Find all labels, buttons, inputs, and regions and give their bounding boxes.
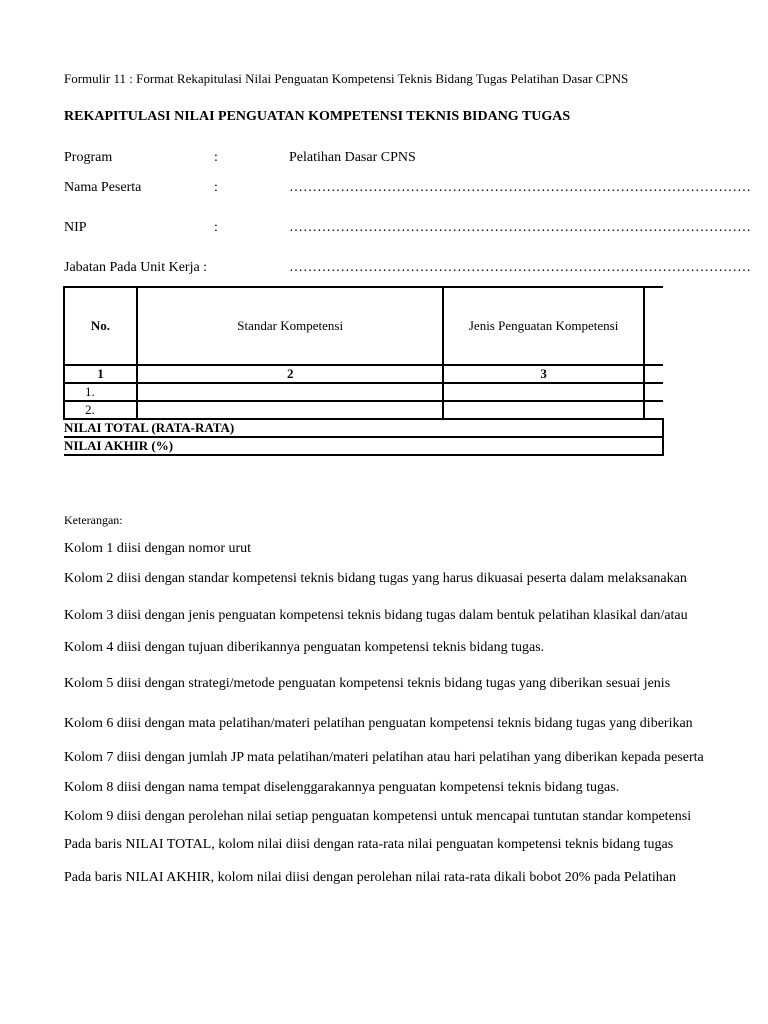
header-jenis-penguatan: Jenis Penguatan Kompetensi [443, 287, 643, 365]
field-nama-value: ……………………………………………………………………………………… [289, 180, 751, 195]
field-nip-label: NIP [64, 220, 87, 235]
rekap-table [63, 286, 664, 456]
formulir-caption: Formulir 11 : Format Rekapitulasi Nilai Penguatan Kompetensi Teknis Bidang Tugas Pelatihan Dasar CPNS [64, 71, 629, 86]
row-jenis-cell [443, 383, 643, 401]
header-no: No. [64, 287, 137, 365]
field-jabatan-value: ……………………………………………………………………………………… [289, 260, 751, 275]
col-number-2: 2 [137, 365, 443, 383]
keterangan-item: Kolom 2 diisi dengan standar kompetensi teknis bidang tugas yang harus dikuasai peserta dalam melaksanakan [64, 571, 687, 586]
total-label: NILAI TOTAL (RATA-RATA) [64, 419, 663, 437]
keterangan-heading: Keterangan: [64, 513, 123, 527]
column-number-row [64, 365, 663, 383]
header-standar-kompetensi: Standar Kompetensi [137, 287, 443, 365]
row-standar-cell [137, 383, 443, 401]
field-nama-colon: : [214, 180, 218, 195]
keterangan-item: Kolom 6 diisi dengan mata pelatihan/materi pelatihan penguatan kompetensi teknis bidang tugas yang diberikan [64, 716, 693, 731]
keterangan-item: Pada baris NILAI AKHIR, kolom nilai diisi dengan perolehan nilai rata-rata dikali bobot 20% pada Pelatihan [64, 870, 676, 885]
row-number: 2. [64, 401, 137, 419]
keterangan-item: Kolom 8 diisi dengan nama tempat diselenggarakannya penguatan kompetensi teknis bidang tugas. [64, 780, 620, 795]
final-label: NILAI AKHIR (%) [64, 437, 663, 455]
field-nip-colon: : [214, 220, 218, 235]
row-number: 1. [64, 383, 137, 401]
col-number-1: 1 [64, 365, 137, 383]
col-number-3: 3 [443, 365, 643, 383]
field-program-colon: : [214, 150, 218, 165]
field-jabatan-label: Jabatan Pada Unit Kerja : [64, 260, 208, 275]
keterangan-item: Kolom 3 diisi dengan jenis penguatan kompetensi teknis bidang tugas dalam bentuk pelatihan klasikal dan/atau [64, 608, 688, 623]
keterangan-item: Kolom 5 diisi dengan strategi/metode penguatan kompetensi teknis bidang tugas yang diberikan sesuai jenis [64, 676, 671, 691]
table-row [64, 401, 663, 419]
field-nama-label: Nama Peserta [64, 180, 142, 195]
field-program-label: Program [64, 150, 113, 165]
keterangan-item: Pada baris NILAI TOTAL, kolom nilai diisi dengan rata-rata nilai penguatan kompetensi teknis bidang tugas [64, 837, 674, 852]
document-title: REKAPITULASI NILAI PENGUATAN KOMPETENSI TEKNIS BIDANG TUGAS [64, 109, 571, 124]
row-jenis-cell [443, 401, 643, 419]
row-standar-cell [137, 401, 443, 419]
final-row [64, 437, 663, 455]
keterangan-item: Kolom 7 diisi dengan jumlah JP mata pelatihan/materi pelatihan atau hari pelatihan yang diberikan kepada peserta [64, 750, 704, 765]
keterangan-item: Kolom 1 diisi dengan nomor urut [64, 541, 252, 556]
table-header-row [64, 287, 663, 365]
keterangan-item: Kolom 4 diisi dengan tujuan diberikannya penguatan kompetensi teknis bidang tugas. [64, 640, 545, 655]
total-row [64, 419, 663, 437]
field-program-value: Pelatihan Dasar CPNS [289, 150, 416, 165]
table-row [64, 383, 663, 401]
field-nip-value: ……………………………………………………………………………………… [289, 220, 751, 235]
keterangan-item: Kolom 9 diisi dengan perolehan nilai setiap penguatan kompetensi untuk mencapai tuntutan standar kompetensi [64, 809, 692, 824]
